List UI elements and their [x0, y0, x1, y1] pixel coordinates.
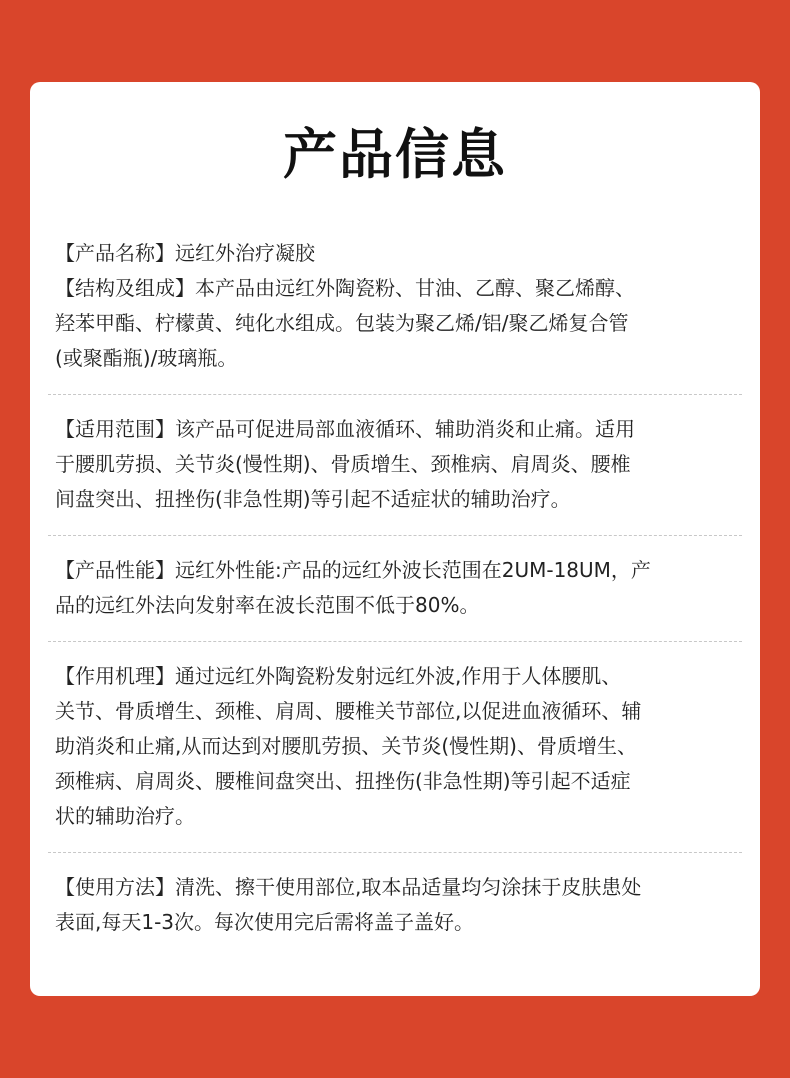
section-text: 本产品由远红外陶瓷粉、甘油、乙醇、聚乙烯醇、 羟苯甲酯、柠檬黄、纯化水组成。包装为聚乙烯/铝/聚乙烯复合管 (或聚酯瓶)/玻璃瓶。: [55, 276, 635, 370]
section-label: 【使用方法】: [55, 875, 175, 899]
section-text: 远红外治疗凝胶: [175, 241, 315, 265]
dashed-divider: [48, 852, 742, 853]
section-text: 清洗、擦干使用部位,取本品适量均匀涂抹于皮肤患处 表面,每天1-3次。每次使用完后需将盖子盖好。: [55, 875, 642, 934]
section-body: [55, 271, 735, 376]
section-body: [55, 870, 735, 940]
section-text: 通过远红外陶瓷粉发射远红外波,作用于人体腰肌、 关节、骨质增生、颈椎、肩周、腰椎关节部位,以促进血液循环、辅 助消炎和止痛,从而达到对腰肌劳损、关节炎(慢性期)、骨质增生、 颈椎病、肩周炎、腰椎间盘突出、扭挫伤(非急性期)等引起不适症 状的辅助治疗。: [55, 664, 642, 828]
section-usage: [55, 870, 735, 940]
section-text: 该产品可促进局部血液循环、辅助消炎和止痛。适用 于腰肌劳损、关节炎(慢性期)、骨质增生、颈椎病、肩周炎、腰椎 间盘突出、扭挫伤(非急性期)等引起不适症状的辅助治疗。: [55, 417, 635, 511]
section-label: 【适用范围】: [55, 417, 175, 441]
section-body: [55, 659, 735, 834]
dashed-divider: [48, 535, 742, 536]
section-body: [55, 236, 735, 271]
product-info-card: [30, 82, 760, 996]
section-body: [55, 553, 735, 623]
section-composition: [55, 271, 735, 376]
section-mechanism: [55, 659, 735, 834]
section-label: 【作用机理】: [55, 664, 175, 688]
section-product-name: [55, 236, 735, 271]
section-label: 【产品性能】: [55, 558, 175, 582]
info-sections: [55, 236, 735, 940]
section-performance: [55, 553, 735, 623]
dashed-divider: [48, 641, 742, 642]
section-body: [55, 412, 735, 517]
page-title: 产品信息: [283, 123, 507, 186]
dashed-divider: [48, 394, 742, 395]
section-text: 远红外性能:产品的远红外波长范围在2UM-18UM，产 品的远红外法向发射率在波长范围不低于80%。: [55, 558, 651, 617]
section-label: 【产品名称】: [55, 241, 175, 265]
section-scope: [55, 412, 735, 517]
section-label: 【结构及组成】: [55, 276, 195, 300]
